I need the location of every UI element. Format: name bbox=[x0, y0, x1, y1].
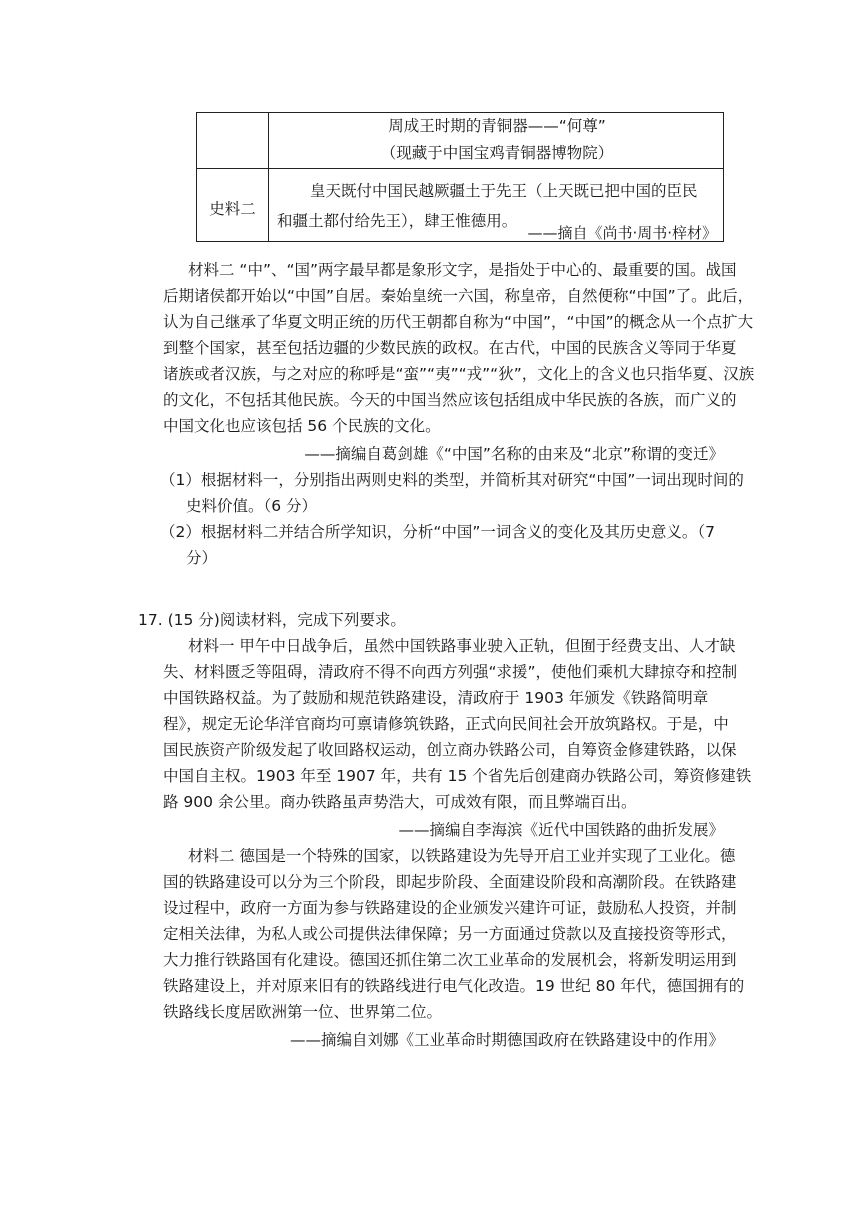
source-2-text-line-2: 和疆土都付给先王），肆王惟德用。 bbox=[277, 212, 518, 230]
q17-material1-line: 失、材料匮乏等阻碍，清政府不得不向西方列强“求援”，使他们乘机大肆掠夺和控制 bbox=[163, 663, 738, 681]
row-label-source-2: 史料二 bbox=[209, 200, 256, 218]
source-2-citation: ——摘自《尚书·周书·梓材》 bbox=[527, 224, 717, 242]
q17-material1-line: 程》，规定无论华洋官商均可禀请修筑铁路，正式向民间社会开放筑路权。于是，中 bbox=[163, 715, 729, 733]
q17-material2-line: 大力推行铁路国有化建设。德国还抓住第二次工业革命的发展机会，将新发明运用到 bbox=[163, 951, 737, 969]
q17-material2-line: 铁路线长度居欧洲第一位、世界第二位。 bbox=[163, 1003, 443, 1021]
q17-material2-line: 设过程中，政府一方面为参与铁路建设的企业颁发兴建许可证，鼓励私人投资，并制 bbox=[163, 899, 737, 917]
material2-line: 认为自己继承了华夏文明正统的历代王朝都自称为“中国”，“中国”的概念从一个点扩大 bbox=[163, 313, 754, 331]
q17-material1-line: 国民族资产阶级发起了收回路权运动，创立商办铁路公司，自筹资金修建铁路，以保 bbox=[163, 741, 737, 759]
material2-line: 中国文化也应该包括 56 个民族的文化。 bbox=[163, 417, 441, 435]
question-1-cont: 史料价值。（6 分） bbox=[186, 497, 318, 515]
q17-material1-line: 中国自主权。1903 年至 1907 年，共有 15 个省先后创建商办铁路公司，筹资修建铁 bbox=[163, 767, 752, 785]
source-2-text-line-1: 皇天既付中国民越厥疆土于先王（上天既已把中国的臣民 bbox=[310, 182, 698, 200]
q17-material2-line: 铁路建设上，并对原来旧有的铁路线进行电气化改造。19 世纪 80 年代，德国拥有的 bbox=[163, 977, 745, 995]
material2-citation: ——摘编自葛剑雄《“中国”名称的由来及“北京”称谓的变迁》 bbox=[304, 445, 724, 463]
image-caption: 周成王时期的青铜器——“何尊” bbox=[388, 117, 606, 135]
material2-line: 诸族或者汉族，与之对应的称呼是“蛮”“夷”“戎”“狄”，文化上的含义也只指华夏、汉族 bbox=[163, 365, 755, 383]
source-table bbox=[196, 112, 724, 242]
q17-material2-citation: ——摘编自刘娜《工业革命时期德国政府在铁路建设中的作用》 bbox=[289, 1031, 724, 1049]
question-2: （2）根据材料二并结合所学知识，分析“中国”一词含义的变化及其历史意义。（7 bbox=[160, 523, 716, 541]
q17-material1-line: 中国铁路权益。为了鼓励和规范铁路建设，清政府于 1903 年颁发《铁路简明章 bbox=[163, 689, 709, 707]
image-location: （现藏于中国宝鸡青铜器博物院） bbox=[380, 144, 614, 162]
q17-material1-line: 路 900 余公里。商办铁路虽声势浩大，可成效有限，而且弊端百出。 bbox=[163, 793, 637, 811]
question-17-heading: 17. (15 分)阅读材料，完成下列要求。 bbox=[138, 611, 406, 629]
question-1: （1）根据材料一，分别指出两则史料的类型，并简析其对研究“中国”一词出现时间的 bbox=[160, 471, 744, 489]
material2-line: 材料二 “中”、“国”两字最早都是象形文字，是指处于中心的、最重要的国。战国 bbox=[188, 261, 737, 279]
q17-material1-line: 材料一 甲午中日战争后，虽然中国铁路事业驶入正轨，但囿于经费支出、人才缺 bbox=[188, 637, 736, 655]
material2-line: 后期诸侯都开始以“中国”自居。秦始皇统一六国，称皇帝，自然便称“中国”了。此后， bbox=[163, 287, 754, 305]
q17-material1-citation: ——摘编自李海滨《近代中国铁路的曲折发展》 bbox=[398, 821, 724, 839]
table-row-divider bbox=[197, 168, 723, 169]
q17-material2-line: 国的铁路建设可以分为三个阶段，即起步阶段、全面建设阶段和高潮阶段。在铁路建 bbox=[163, 873, 737, 891]
question-2-cont: 分） bbox=[186, 549, 218, 567]
q17-material2-line: 材料二 德国是一个特殊的国家，以铁路建设为先导开启工业并实现了工业化。德 bbox=[188, 847, 736, 865]
material2-line: 到整个国家，甚至包括边疆的少数民族的政权。在古代，中国的民族含义等同于华夏 bbox=[163, 339, 737, 357]
q17-material2-line: 定相关法律，为私人或公司提供法律保障；另一方面通过贷款以及直接投资等形式， bbox=[163, 925, 737, 943]
material2-line: 的文化，不包括其他民族。今天的中国当然应该包括组成中华民族的各族，而广义的 bbox=[163, 391, 737, 409]
